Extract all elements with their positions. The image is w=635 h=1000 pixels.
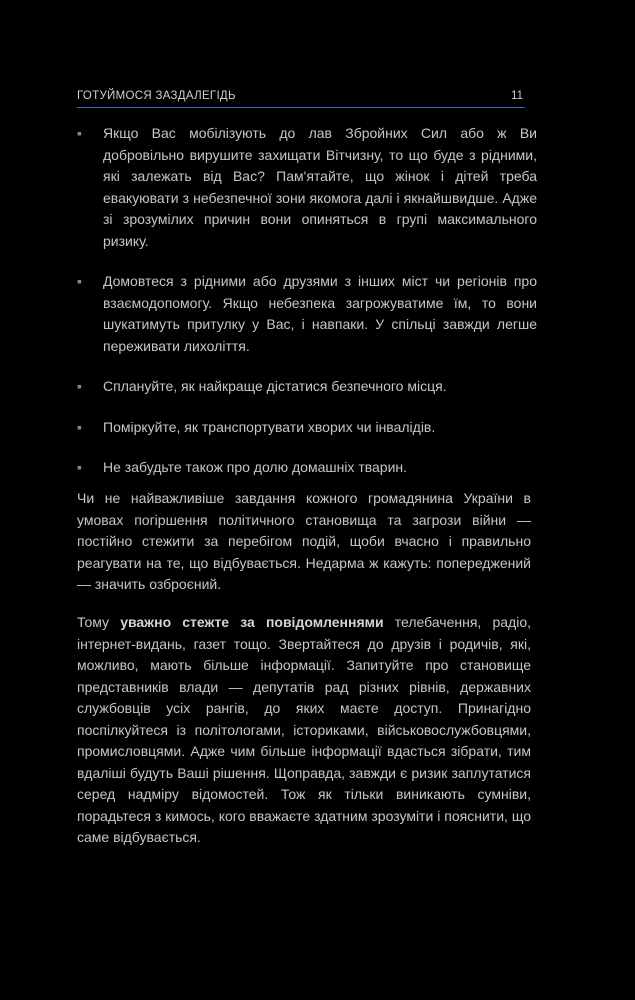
running-title: ГОТУЙМОСЯ ЗАЗДАЛЕГІДЬ <box>77 90 236 102</box>
bullet-square-icon: ▪ <box>77 459 82 475</box>
paragraph-lead: Тому <box>77 614 121 630</box>
bullet-item <box>77 271 537 357</box>
bullet-square-icon: ▪ <box>77 125 82 141</box>
page-number: 11 <box>511 90 523 102</box>
bullet-text: Домовтеся з рідними або друзями з інших міст чи регіонів про взаємодопомогу. Якщо небезпека загрожуватиме їм, то вони шукатимуть притулку у Вас, і навпаки. У спільці завжди легше переживати лихоліття. <box>103 273 537 354</box>
bullet-item <box>77 376 537 398</box>
bullet-text: Поміркуйте, як транспортувати хворих чи інвалідів. <box>103 418 436 435</box>
bullet-text: Не забудьте також про долю домашніх тварин. <box>103 459 408 475</box>
bullet-text: Сплануйте, як найкраще дістатися безпечного місця. <box>103 378 447 394</box>
emphasized-phrase: уважно стежте за повідомленнями <box>120 614 384 630</box>
header-rule <box>77 107 525 108</box>
bullet-list <box>77 123 537 498</box>
running-head <box>77 88 525 108</box>
body-paragraph-2 <box>77 612 531 849</box>
bullet-item <box>77 123 537 252</box>
bullet-square-icon: ▪ <box>77 418 82 435</box>
paragraph-rest: телебачення, радіо, інтернет-видань, газет тощо. Звертайтеся до друзів і родичів, які, можливо, мають більше інформації. Запитуйте про становище представників влади — депутатів рад різних рівнів, державних службовців усіх рангів, до яких маєте доступ. Принагідно поспілкуйтеся із політологами, істориками, військовослужбовцями, промисловцями. Адже чим більше інформації вдасться зібрати, тим вдаліші будуть Ваші рішення. Щоправда, завжди є ризик заплутатися серед надміру відомостей. Тож як тільки виникають сумніви, порадьтеся з кимось, кого вважаєте здатним зрозуміти і пояснити, що саме відбувається. <box>77 614 532 845</box>
bullet-item <box>77 417 537 439</box>
bullet-text: Якщо Вас мобілізують до лав Збройних Сил або ж Ви добровільно вирушите захищати Вітчизну, то що буде з рідними, які залежать від Вас? Пам'ятайте, що жінок і дітей треба евакуювати з небезпечної зони якомога далі і якнайшвидше. Адже зі зрозумілих причин вони опиняться в групі максимального ризику. <box>103 125 537 249</box>
bullet-square-icon: ▪ <box>77 378 82 394</box>
body-paragraph-1: Чи не найважливіше завдання кожного громадянина України в умовах погіршення політичного становища та загрози війни — постійно стежити за перебігом подій, щоби вчасно і правильно реагувати на те, що відбувається. Недарма ж кажуть: попереджений — значить озброєний. <box>77 490 531 592</box>
bullet-square-icon: ▪ <box>77 273 82 289</box>
bullet-item <box>77 457 537 479</box>
